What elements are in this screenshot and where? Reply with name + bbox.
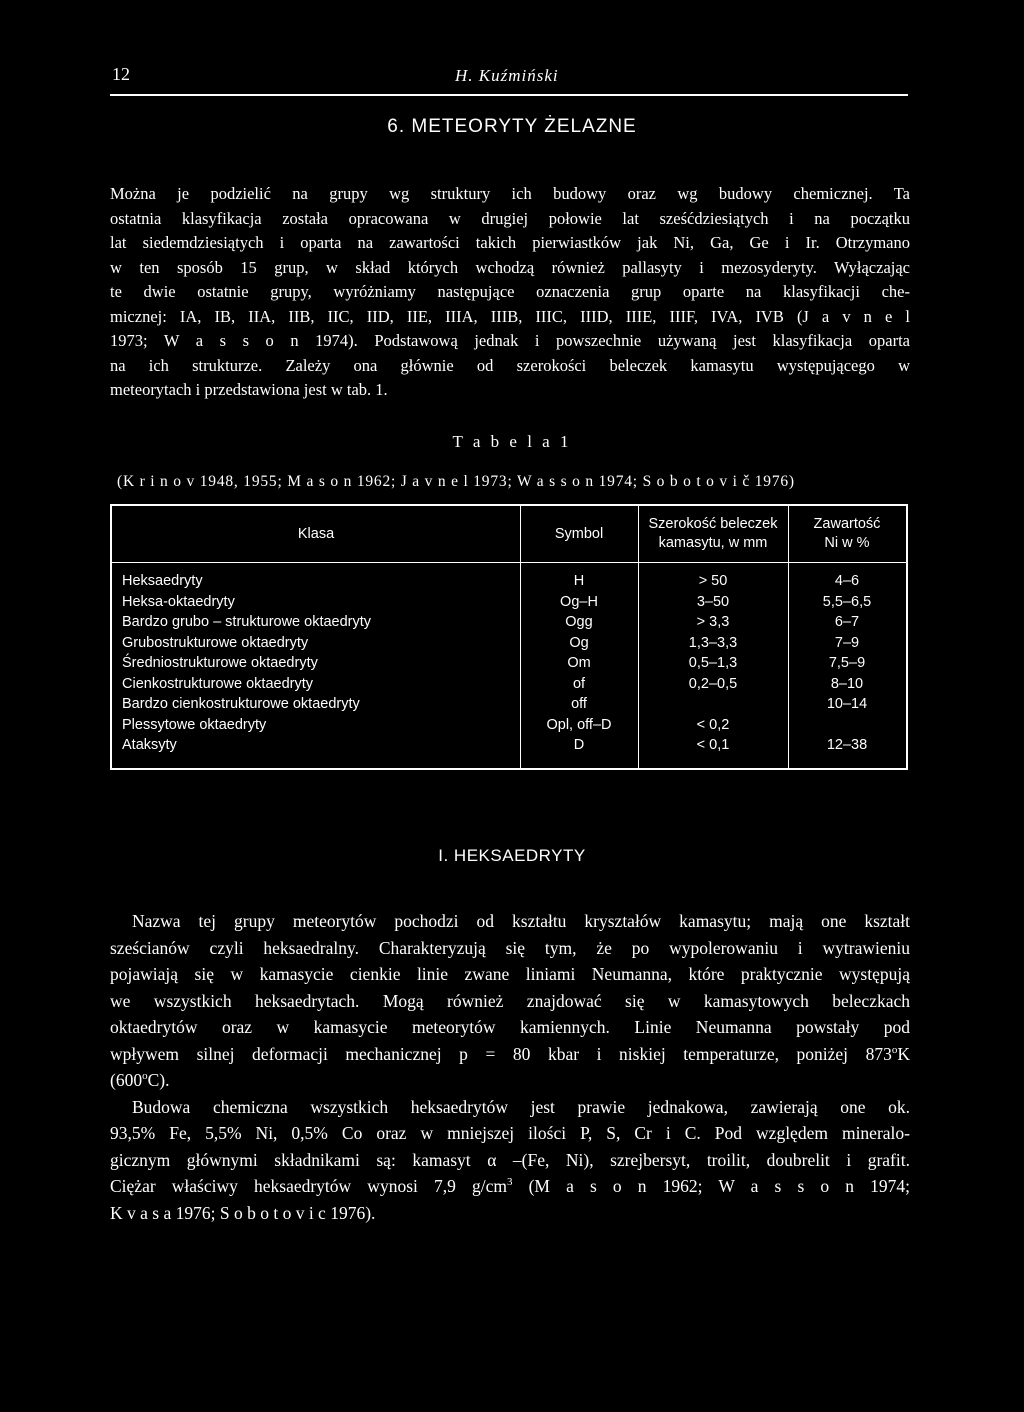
table-row xyxy=(112,676,906,697)
header-divider xyxy=(112,562,906,563)
running-head-author: H. Kuźmiński xyxy=(455,66,559,85)
body-line: sześcianów czyli heksaedralny. Charakteryzują się tym, że po wypolerowaniu i wytrawieniu xyxy=(110,937,910,958)
table-row xyxy=(112,635,906,656)
cell-klasa: Średniostrukturowe oktaedryty xyxy=(122,655,318,671)
body-line: 93,5% Fe, 5,5% Ni, 0,5% Co oraz w mniejszej ilości P, S, Cr i C. Pod względem mineralo- xyxy=(110,1123,910,1143)
table-source: (K r i n o v 1948, 1955; M a s o n 1962; J a v n e l 1973; W a s s o n 1974; S o b o t o v i č 1976) xyxy=(117,473,795,490)
cell-symbol: Opl, off–D xyxy=(546,716,612,733)
cell-klasa: Bardzo grubo – strukturowe oktaedryty xyxy=(122,614,372,630)
intro-line: na ich strukturze. Zależy ona głównie od szerokości beleczek kamasytu występującego w xyxy=(110,355,910,375)
table-row xyxy=(112,737,906,758)
intro-line: Można je podzielić na grupy wg struktury ich budowy oraz wg budowy chemicznej. Ta xyxy=(110,184,910,203)
cell-symbol: Ogg xyxy=(565,614,593,630)
cell-zawartosc: 7–9 xyxy=(834,634,860,651)
body-line: K v a s a 1976; S o b o t o v i c 1976). xyxy=(110,1202,376,1223)
cell-zawartosc: 10–14 xyxy=(826,696,868,712)
cell-klasa: Ataksyty xyxy=(122,737,177,753)
cell-szerokosc: < 0,2 xyxy=(696,716,730,733)
cell-zawartosc: 6–7 xyxy=(834,614,860,630)
cell-klasa: Grubostrukturowe oktaedryty xyxy=(122,634,309,651)
body-line: Ciężar właściwy heksaedrytów wynosi 7,9 $g/cm^3$ (M a s o n 1962; W a s s o n 1974; xyxy=(110,1176,910,1196)
table-row xyxy=(112,696,906,717)
cell-klasa: Cienkostrukturowe oktaedryty xyxy=(122,675,313,692)
intro-line: 1973; W a s s o n 1974). Podstawową jednak i powszechnie używaną jest klasyfikacja oparta xyxy=(110,331,910,350)
cell-klasa: Bardzo cienkostrukturowe oktaedryty xyxy=(122,696,360,712)
cell-zawartosc: 8–10 xyxy=(830,675,864,692)
body-line: oktaedrytów oraz w kamasycie meteorytów kamiennych. Linie Neumanna powstały pod xyxy=(110,1017,910,1037)
intro-line: ostatnia klasyfikacja została opracowana w drugiej połowie lat sześćdziesiątych i na początku xyxy=(110,208,910,228)
section-title: I. HEKSAEDRYTY xyxy=(438,846,586,865)
cell-szerokosc: 0,2–0,5 xyxy=(688,675,738,692)
cell-symbol: of xyxy=(572,675,586,692)
cell-klasa: Plessytowe oktaedryty xyxy=(122,716,267,733)
table-row xyxy=(112,594,906,615)
page-number: 12 xyxy=(112,64,130,84)
cell-szerokosc: > 3,3 xyxy=(696,614,730,630)
body-line: we wszystkich heksaedrytach. Mogą również znajdować się w kamasytowych beleczkach xyxy=(110,990,910,1011)
cell-klasa: Heksa-oktaedryty xyxy=(122,593,235,610)
table-row xyxy=(112,614,906,635)
cell-symbol: Og–H xyxy=(560,593,598,610)
cell-symbol: H xyxy=(573,573,585,589)
cell-szerokosc: 0,5–1,3 xyxy=(688,655,738,671)
header-szerokosc: Szerokość beleczek kamasytu, w mm xyxy=(638,506,789,562)
header-symbol: Symbol xyxy=(520,506,639,562)
body-line: Budowa chemiczna wszystkich heksaedrytów jest prawie jednakowa, zawierają one ok. xyxy=(132,1096,910,1117)
body-line: wpływem silnej deformacji mechanicznej p = 80 kbar i niskiej temperaturze, poniżej 873$^o$K xyxy=(110,1043,910,1064)
intro-line: te dwie ostatnie grupy, wyróżniamy następujące oznaczenia grup oparte na klasyfikacji che- xyxy=(110,282,910,301)
intro-line: lat siedemdziesiątych i oparta na zawartości takich pierwiastków jak Ni, Ga, Ge i Ir. Otrzymano xyxy=(110,233,910,252)
table-title: T a b e l a 1 xyxy=(452,432,572,451)
cell-symbol: D xyxy=(573,737,585,753)
body-line: Nazwa tej grupy meteorytów pochodzi od kształtu kryształów kamasytu; mają one kształt xyxy=(132,911,910,931)
cell-szerokosc: 1,3–3,3 xyxy=(688,634,738,651)
cell-szerokosc: 3–50 xyxy=(696,593,730,610)
table-row xyxy=(112,655,906,676)
header-rule xyxy=(110,94,908,96)
intro-line: meteorytach i przedstawiona jest w tab. 1. xyxy=(110,380,388,399)
intro-paragraph xyxy=(110,182,910,403)
body-line: pojawiają się w kamasycie cienkie linie zwane liniami Neumanna, które praktycznie występują xyxy=(110,964,910,984)
table-row xyxy=(112,573,906,594)
cell-symbol: Og xyxy=(569,634,589,651)
classification-table xyxy=(110,504,908,770)
intro-line: micznej: IA, IB, IIA, IIB, IIC, IID, IIE, IIIA, IIIB, IIIC, IIID, IIIE, IIIF, IVA, IVB (J a v n e l xyxy=(110,306,910,326)
body-line: gicznym głównymi składnikami są: kamasyt α –(Fe, Ni), szrejbersyt, troilit, doubrelit i grafit. xyxy=(110,1149,910,1170)
cell-symbol: off xyxy=(571,696,587,712)
header-klasa: Klasa xyxy=(112,506,521,562)
chapter-title: 6. METEORYTY ŻELAZNE xyxy=(387,116,637,137)
table-body xyxy=(112,573,906,758)
table-row xyxy=(112,717,906,738)
cell-szerokosc: < 0,1 xyxy=(696,737,730,753)
body-line: (600$^o$C). xyxy=(110,1070,170,1090)
cell-zawartosc: 4–6 xyxy=(834,573,860,589)
section-body xyxy=(110,908,910,1226)
header-zawartosc: Zawartość Ni w % xyxy=(813,516,881,551)
cell-klasa: Heksaedryty xyxy=(122,573,203,589)
cell-zawartosc: 5,5–6,5 xyxy=(822,593,872,610)
cell-symbol: Om xyxy=(567,655,591,671)
intro-line: w ten sposób 15 grup, w skład których wchodzą również pallasyty i mezosyderyty. Wyłączając xyxy=(110,257,910,277)
cell-zawartosc: 7,5–9 xyxy=(828,655,866,671)
cell-szerokosc: > 50 xyxy=(698,573,728,589)
cell-zawartosc: 12–38 xyxy=(826,737,868,753)
